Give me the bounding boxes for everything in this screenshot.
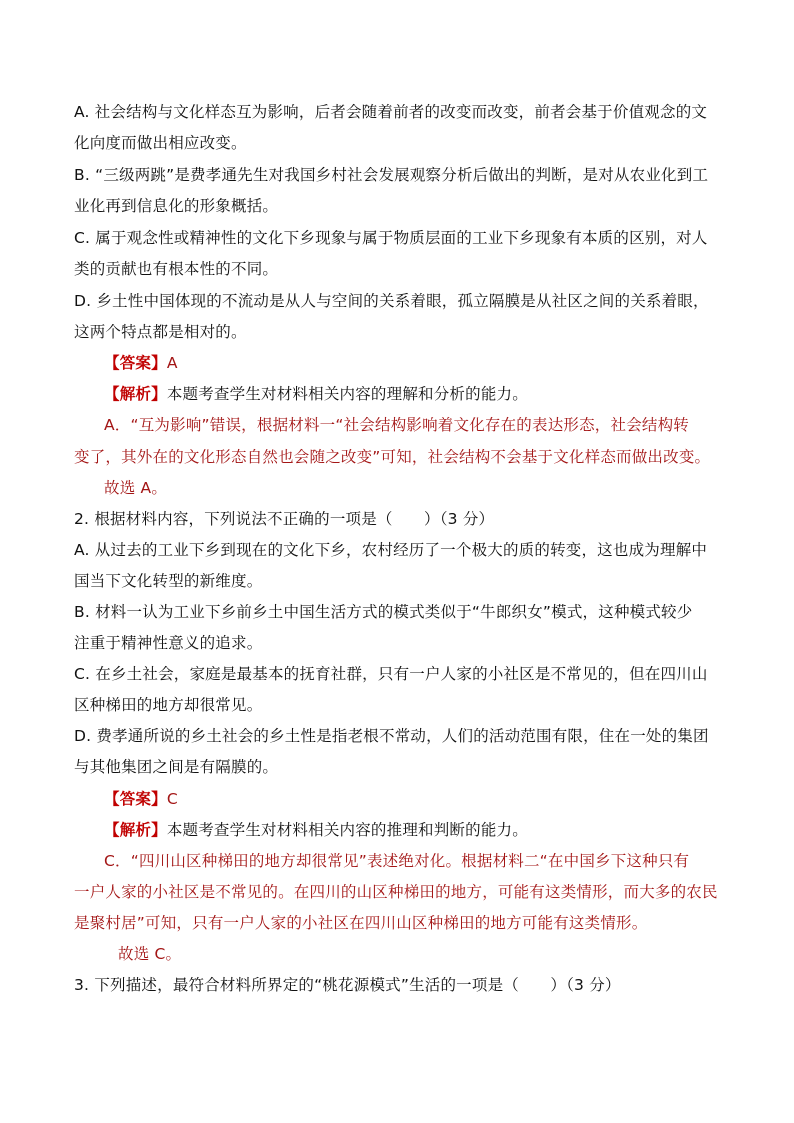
q1-choice: 故选 A。 xyxy=(104,479,168,497)
q2-analysis-label: 【解析】 xyxy=(104,821,167,839)
q1-option-c-line2: 类的贡献也有根本性的不同。 xyxy=(74,260,279,278)
q2-option-a-line1: A. 从过去的工业下乡到现在的文化下乡，农村经历了一个极大的质的转变，这也成为理解中 xyxy=(74,541,708,559)
q2-option-a-line2: 国当下文化转型的新维度。 xyxy=(74,572,263,590)
q1-answer xyxy=(104,353,178,373)
q1-answer-value: A xyxy=(166,354,178,372)
q1-analysis-text: 本题考查学生对材料相关内容的理解和分析的能力。 xyxy=(166,385,528,403)
q1-option-a-line1: A. 社会结构与文化样态互为影响，后者会随着前者的改变而改变，前者会基于价值观念的文 xyxy=(74,103,708,121)
q1-analysis xyxy=(104,384,528,404)
q2-answer xyxy=(104,789,178,809)
q1-option-c-line1: C. 属于观念性或精神性的文化下乡现象与属于物质层面的工业下乡现象有本质的区别，对人 xyxy=(74,229,708,247)
q1-option-d-line1: D. 乡土性中国体现的不流动是从人与空间的关系着眼，孤立隔膜是从社区之间的关系着眼， xyxy=(74,292,709,310)
q1-option-a-line2: 化向度而做出相应改变。 xyxy=(74,134,247,152)
q2-answer-label: 【答案】 xyxy=(104,790,167,808)
q2-choice: 故选 C。 xyxy=(118,945,182,963)
q2-analysis xyxy=(104,820,528,840)
q2-option-b-line2: 注重于精神性意义的追求。 xyxy=(74,634,263,652)
q1-option-d-line2: 这两个特点都是相对的。 xyxy=(74,323,247,341)
q2-option-d-line2: 与其他集团之间是有隔膜的。 xyxy=(74,758,279,776)
q2-analysis-text: 本题考查学生对材料相关内容的推理和判断的能力。 xyxy=(166,821,528,839)
q2-explanation-line3: 是聚村居”可知，只有一户人家的小社区在四川山区种梯田的地方可能有这类情形。 xyxy=(74,914,648,932)
q2-answer-value: C xyxy=(166,790,178,808)
q1-explanation-line1: A．“互为影响”错误，根据材料一“社会结构影响着文化存在的表达形态，社会结构转 xyxy=(104,416,689,434)
q1-analysis-label: 【解析】 xyxy=(104,385,167,403)
q1-option-b-line1: B. “三级两跳”是费孝通先生对我国乡村社会发展观察分析后做出的判断，是对从农业化到工 xyxy=(74,166,709,184)
q2-option-c-line1: C. 在乡土社会，家庭是最基本的抚育社群，只有一户人家的小社区是不常见的，但在四川山 xyxy=(74,665,708,683)
q1-answer-label: 【答案】 xyxy=(104,354,167,372)
q3-stem: 3. 下列描述，最符合材料所界定的“桃花源模式”生活的一项是（ ）（3 分） xyxy=(74,976,621,994)
q2-option-b-line1: B. 材料一认为工业下乡前乡土中国生活方式的模式类似于“牛郎织女”模式，这种模式较少 xyxy=(74,603,693,621)
q2-explanation-line1: C．“四川山区种梯田的地方却很常见”表述绝对化。根据材料二“在中国乡下这种只有 xyxy=(104,852,690,870)
q2-explanation-line2: 一户人家的小社区是不常见的。在四川的山区种梯田的地方，可能有这类情形，而大多的农民 xyxy=(74,883,718,901)
q2-stem: 2. 根据材料内容，下列说法不正确的一项是（ ）（3 分） xyxy=(74,510,495,528)
q1-explanation-line2: 变了，其外在的文化形态自然也会随之改变”可知，社会结构不会基于文化样态而做出改变。 xyxy=(74,448,711,466)
q1-option-b-line2: 业化再到信息化的形象概括。 xyxy=(74,197,279,215)
q2-option-d-line1: D. 费孝通所说的乡土社会的乡土性是指老根不常动，人们的活动范围有限，住在一处的集团 xyxy=(74,727,709,745)
q2-option-c-line2: 区种梯田的地方却很常见。 xyxy=(74,696,263,714)
